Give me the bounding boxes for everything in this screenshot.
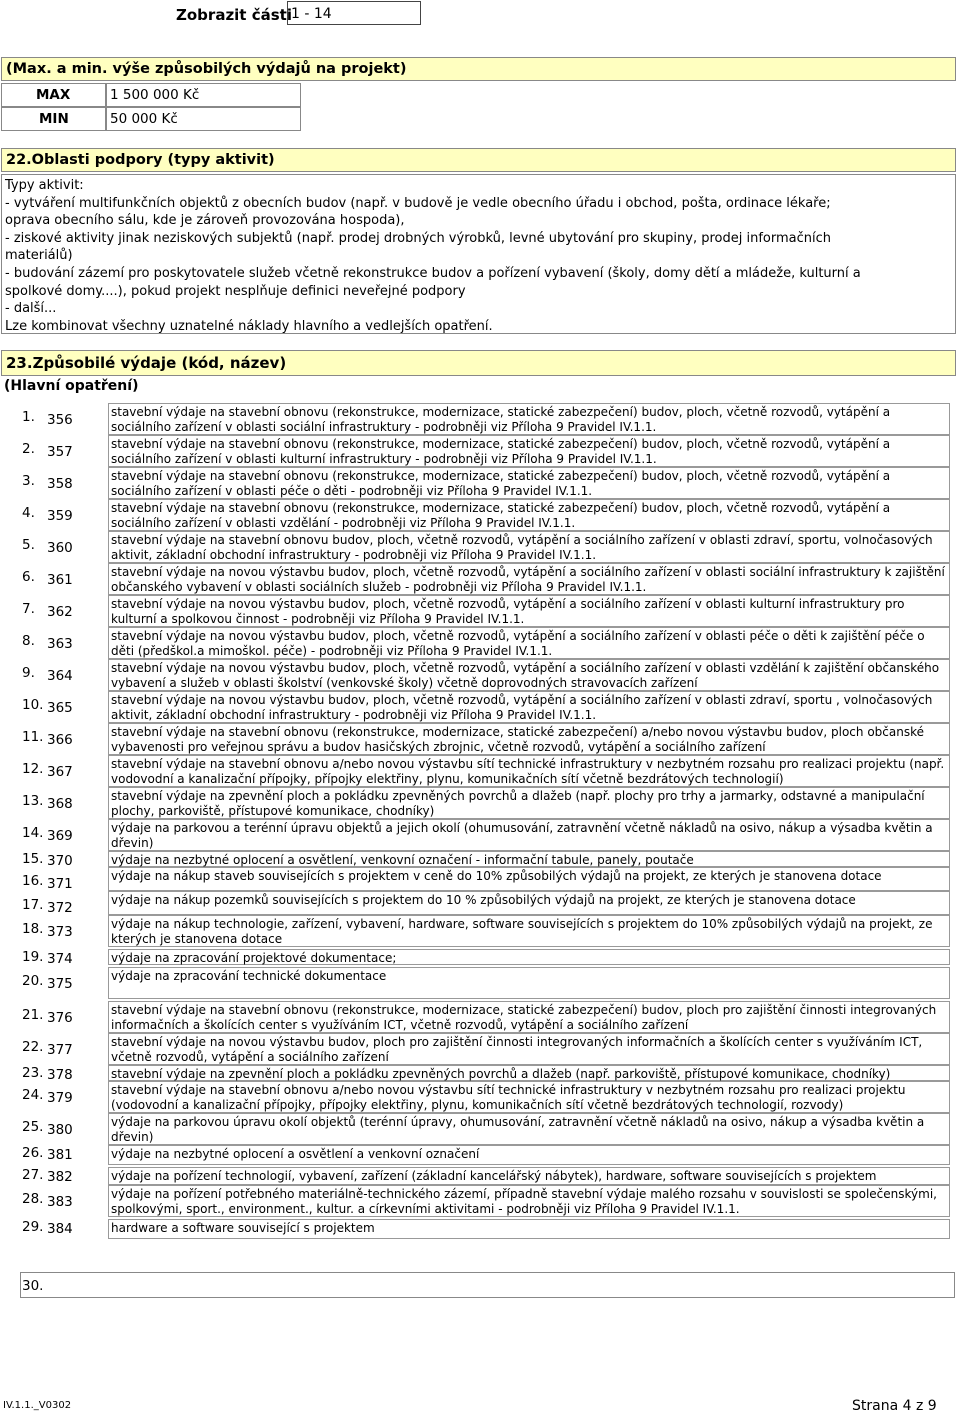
expense-row [0,691,956,723]
expense-code: 384 [47,1221,73,1237]
expense-number: 10. [22,697,44,713]
expense-row [0,1033,956,1065]
expense-row [0,563,956,595]
expense-code: 376 [47,1010,73,1026]
expense-row [0,659,956,691]
expense-row [0,967,956,999]
expense-description: stavební výdaje na stavební obnovu (rekonstrukce, modernizace, statické zabezpečení) budov, ploch pro zajištění činnosti integrovaných informačních a školících center s využíváním ICT, včetně rozvodů, vytápění a sociálního zařízení [108,1001,950,1033]
expense-code: 359 [47,508,73,524]
activity-line: - ziskové aktivity jinak neziskových subjektů (např. prodej drobných výrobků, levné ubytování pro skupiny, prodej informačních [5,230,832,246]
expense-number: 6. [22,569,35,585]
expense-row [0,1219,956,1239]
expense-row [0,891,956,915]
expense-number: 18. [22,921,44,937]
expense-row [0,1145,956,1165]
expense-row [0,915,956,947]
expense-description: výdaje na nákup pozemků souvisejících s projektem do 10 % způsobilých výdajů na projekt, ze kterých je stanovena dotace [108,891,950,915]
expense-number: 19. [22,949,44,965]
expense-row [0,867,956,891]
expense-code: 356 [47,412,73,428]
expense-number: 25. [22,1119,44,1135]
expense-description: stavební výdaje na zpevnění ploch a pokládku zpevněných povrchů a dlažeb (např. plochy pro trhy a jarmarky, odstavné a manipulační plochy, parkoviště, přístupové komunikace, chodníky) [108,787,950,819]
section23-subtitle: (Hlavní opatření) [4,378,139,394]
expense-number: 7. [22,601,35,617]
max-label: MAX [36,87,71,103]
expense-description: stavební výdaje na stavební obnovu (rekonstrukce, modernizace, statické zabezpečení) budov, ploch, včetně rozvodů, vytápění a sociálního zařízení v oblasti kulturní infrastruktury - podrobněji viz Příloha 9 Pravidel IV.1.1. [108,435,950,467]
expense-number: 28. [22,1191,44,1207]
expense-code: 364 [47,668,73,684]
expense-code: 380 [47,1122,73,1138]
activity-line: spolkové domy....), pokud projekt nesplňuje definici neveřejné podpory [5,283,466,299]
expense-description: výdaje na pořízení technologií, vybavení, zařízení (základní kancelářský nábytek), hardware, software souvisejících s projektem [108,1167,950,1185]
expense-description: stavební výdaje na novou výstavbu budov, ploch, včetně rozvodů, vytápění a sociálního zařízení v oblasti péče o děti k zajištění péče o děti (předškol.a mimoškol. péče) - podrobněji viz Příloha 9 Pravidel IV.1.1. [108,627,950,659]
expense-row [0,531,956,563]
expense-description: stavební výdaje na novou výstavbu budov, ploch, včetně rozvodů, vytápění a sociálního zařízení v oblasti zdraví, sportu , volnočasových aktivit, základní obchodní infrastruktury - podrobněji viz Příloha 9 Pravidel IV.1.1. [108,691,950,723]
expense-number: 1. [22,409,35,425]
expense-description: výdaje na parkovou a terénní úpravu objektů a jejich okolí (ohumusování, zatravnění včetně nákladů na osivo, nákup a výsadba květin a dřevin) [108,819,950,851]
expense-description: stavební výdaje na stavební obnovu (rekonstrukce, modernizace, statické zabezpečení) budov, ploch, včetně rozvodů, vytápění a sociálního zařízení v oblasti péče o děti - podrobněji viz Příloha 9 Pravidel IV.1.1. [108,467,950,499]
expense-code: 374 [47,951,73,967]
activity-line: materiálů) [5,248,73,264]
expense-number: 8. [22,633,35,649]
expense-row [0,819,956,851]
expense-number: 15. [22,851,44,867]
expense-description: stavební výdaje na stavební obnovu a/nebo novou výstavbu sítí technické infrastruktury v nezbytném rozsahu pro realizaci projektu (např. vodovodní a kanalizační přípojky, přípojky elektřiny, plynu, komunikačních sítí včetně bezdrátových technologií) [108,755,950,787]
expense-code: 369 [47,828,73,844]
activity-line: - další... [5,301,57,317]
expense-description: výdaje na nezbytné oplocení a osvětlení, venkovní označení - informační tabule, panely, poutače [108,851,950,867]
activity-line: oprava obecního sálu, kde je zároveň provozována hospoda), [5,213,405,229]
expense-number: 14. [22,825,44,841]
section22-text [5,177,955,335]
expense-code: 366 [47,732,73,748]
expense-code: 373 [47,924,73,940]
expense-code: 378 [47,1067,73,1083]
expense-number: 21. [22,1007,44,1023]
min-label: MIN [39,111,69,127]
page-number: Strana 4 z 9 [852,1398,937,1414]
expense-row [0,435,956,467]
max-min-title: (Max. a min. výše způsobilých výdajů na projekt) [1,57,956,81]
expense-row [0,723,956,755]
expense-code: 360 [47,540,73,556]
expense-number: 9. [22,665,35,681]
doc-code: IV.1.1._V0302 [3,1400,72,1411]
activity-line: - vytváření multifunkčních objektů z obecních budov (např. v budově je vedle obecního úřadu i obchod, pošta, ordinace lékaře; [5,195,831,211]
expense-description: stavební výdaje na stavební obnovu (rekonstrukce, modernizace, statické zabezpečení) budov, ploch, včetně rozvodů, vytápění a sociálního zařízení v oblasti sociální infrastruktury - podrobněji viz Příloha 9 Pravidel IV.1.1. [108,403,950,435]
expense-row [0,499,956,531]
expense-code: 381 [47,1147,73,1163]
expense-row [0,851,956,867]
expense-code: 368 [47,796,73,812]
expense-code: 370 [47,853,73,869]
expense-number: 12. [22,761,44,777]
expense-number: 16. [22,873,44,889]
expense-description: stavební výdaje na stavební obnovu a/nebo novou výstavbu sítí technické infrastruktury v nezbytném rozsahu pro realizaci projektu (vodovodní a kanalizační přípojky, přípojky elektřiny, plynu, komunikačních sítí včetně bezdrátových technologií, rozvody) [108,1081,950,1113]
expense-description: stavební výdaje na novou výstavbu budov, ploch pro zajištění činnosti integrovaných informačních a školících center s využíváním ICT, včetně rozvodů, vytápění a sociálního zařízení [108,1033,950,1065]
extra-row-box [20,1272,955,1298]
expense-description: výdaje na nákup technologie, zařízení, vybavení, hardware, software souvisejících s projektem do 10% způsobilých výdajů na projekt, ze kterých je stanovena dotace [108,915,950,947]
section22-title: 22.Oblasti podpory (typy aktivit) [1,148,956,172]
expense-row [0,403,956,435]
expense-row [0,1167,956,1185]
expense-number: 11. [22,729,44,745]
expense-code: 363 [47,636,73,652]
extra-row-number: 30. [22,1278,44,1294]
expense-number: 3. [22,473,35,489]
expense-row [0,627,956,659]
expense-description: stavební výdaje na stavební obnovu (rekonstrukce, modernizace, statické zabezpečení) a/nebo novou výstavbu budov, ploch občanské vybavenosti pro veřejnou správu a budov hasičských zbrojnic, včetně rozvodů, vytápění a sociálního zařízení [108,723,950,755]
expense-code: 365 [47,700,73,716]
expense-code: 371 [47,876,73,892]
expense-number: 29. [22,1219,44,1235]
expense-row [0,755,956,787]
expense-code: 377 [47,1042,73,1058]
expense-description: výdaje na zpracování technické dokumentace [108,967,950,999]
min-value: 50 000 Kč [110,111,178,127]
expense-description: výdaje na nezbytné oplocení a osvětlení a venkovní označení [108,1145,950,1165]
expense-row [0,1185,956,1217]
expense-row [0,467,956,499]
expense-code: 382 [47,1169,73,1185]
expense-number: 17. [22,897,44,913]
expense-row [0,1113,956,1145]
expense-number: 23. [22,1065,44,1081]
expense-row [0,1081,956,1113]
expense-code: 367 [47,764,73,780]
expense-description: výdaje na nákup staveb souvisejících s projektem v ceně do 10% způsobilých výdajů na projekt, ze kterých je stanovena dotace [108,867,950,891]
expense-number: 20. [22,973,44,989]
expense-code: 379 [47,1090,73,1106]
section23-title: 23.Způsobilé výdaje (kód, název) [1,350,956,376]
expense-code: 358 [47,476,73,492]
expense-description: výdaje na pořízení potřebného materiálně-technického zázemí, případně stavební výdaje malého rozsahu v souvislosti se společenskými, spolkovými, sport., environment., kultur. a církevními aktivitami - podrobněji viz Příloha 9 Pravidel IV.1.1. [108,1185,950,1217]
expense-row [0,595,956,627]
show-parts-field[interactable]: 1 - 14 [287,1,421,25]
expense-description: stavební výdaje na novou výstavbu budov, ploch, včetně rozvodů, vytápění a sociálního zařízení v oblasti kulturní infrastruktury pro kulturní a spolkovou činnost - podrobněji viz Příloha 9 Pravidel IV.1.1. [108,595,950,627]
activity-line: - budování zázemí pro poskytovatele služeb včetně rekonstrukce budov a pořízení vybavení (školy, domy dětí a mládeže, kulturní a [5,265,861,281]
expense-number: 22. [22,1039,44,1055]
expense-row [0,1001,956,1033]
expense-number: 26. [22,1145,44,1161]
expense-row [0,949,956,965]
expense-number: 5. [22,537,35,553]
expense-description: stavební výdaje na zpevnění ploch a pokládku zpevněných povrchů a dlažeb (např. parkoviště, přístupové komunikace, chodníky) [108,1065,950,1081]
expense-description: výdaje na zpracování projektové dokumentace; [108,949,950,965]
expense-code: 372 [47,900,73,916]
activity-line: Lze kombinovat všechny uznatelné náklady hlavního a vedlejších opatření. [5,318,493,334]
show-parts-label: Zobrazit části [176,6,292,24]
expense-row [0,787,956,819]
expense-row [0,1065,956,1081]
expense-code: 383 [47,1194,73,1210]
expense-code: 361 [47,572,73,588]
expense-number: 4. [22,505,35,521]
expense-description: výdaje na parkovou úpravu okolí objektů (terénní úpravy, ohumusování, zatravnění včetně nákladů na osivo, nákup a výsadba květin a dřevin) [108,1113,950,1145]
expense-description: stavební výdaje na stavební obnovu (rekonstrukce, modernizace, statické zabezpečení) budov, ploch, včetně rozvodů, vytápění a sociálního zařízení v oblasti vzdělání - podrobněji viz Příloha 9 Pravidel IV.1.1. [108,499,950,531]
expense-number: 24. [22,1087,44,1103]
expense-code: 362 [47,604,73,620]
expense-code: 357 [47,444,73,460]
expense-description: stavební výdaje na novou výstavbu budov, ploch, včetně rozvodů, vytápění a sociálního zařízení v oblasti vzdělání k zajištění občanského vybavení a služeb v oblasti školství (venkovské školy) včetně doprovodných stravovacích zařízení [108,659,950,691]
expense-description: hardware a software související s projektem [108,1219,950,1239]
max-value: 1 500 000 Kč [110,87,200,103]
expense-number: 13. [22,793,44,809]
expense-description: stavební výdaje na novou výstavbu budov, ploch, včetně rozvodů, vytápění a sociálního zařízení v oblasti sociální infrastruktury k zajištění občanského vybavení v oblasti sociálních služeb - podrobněji viz Příloha 9 Pravidel IV.1.1. [108,563,950,595]
expense-number: 27. [22,1167,44,1183]
activity-line: Typy aktivit: [5,178,84,193]
expense-code: 375 [47,976,73,992]
expense-number: 2. [22,441,35,457]
expense-description: stavební výdaje na stavební obnovu budov, ploch, včetně rozvodů, vytápění a sociálního zařízení v oblasti zdraví, sportu, volnočasových aktivit, základní obchodní infrastruktury - podrobněji viz Příloha 9 Pravidel IV.1.1. [108,531,950,563]
